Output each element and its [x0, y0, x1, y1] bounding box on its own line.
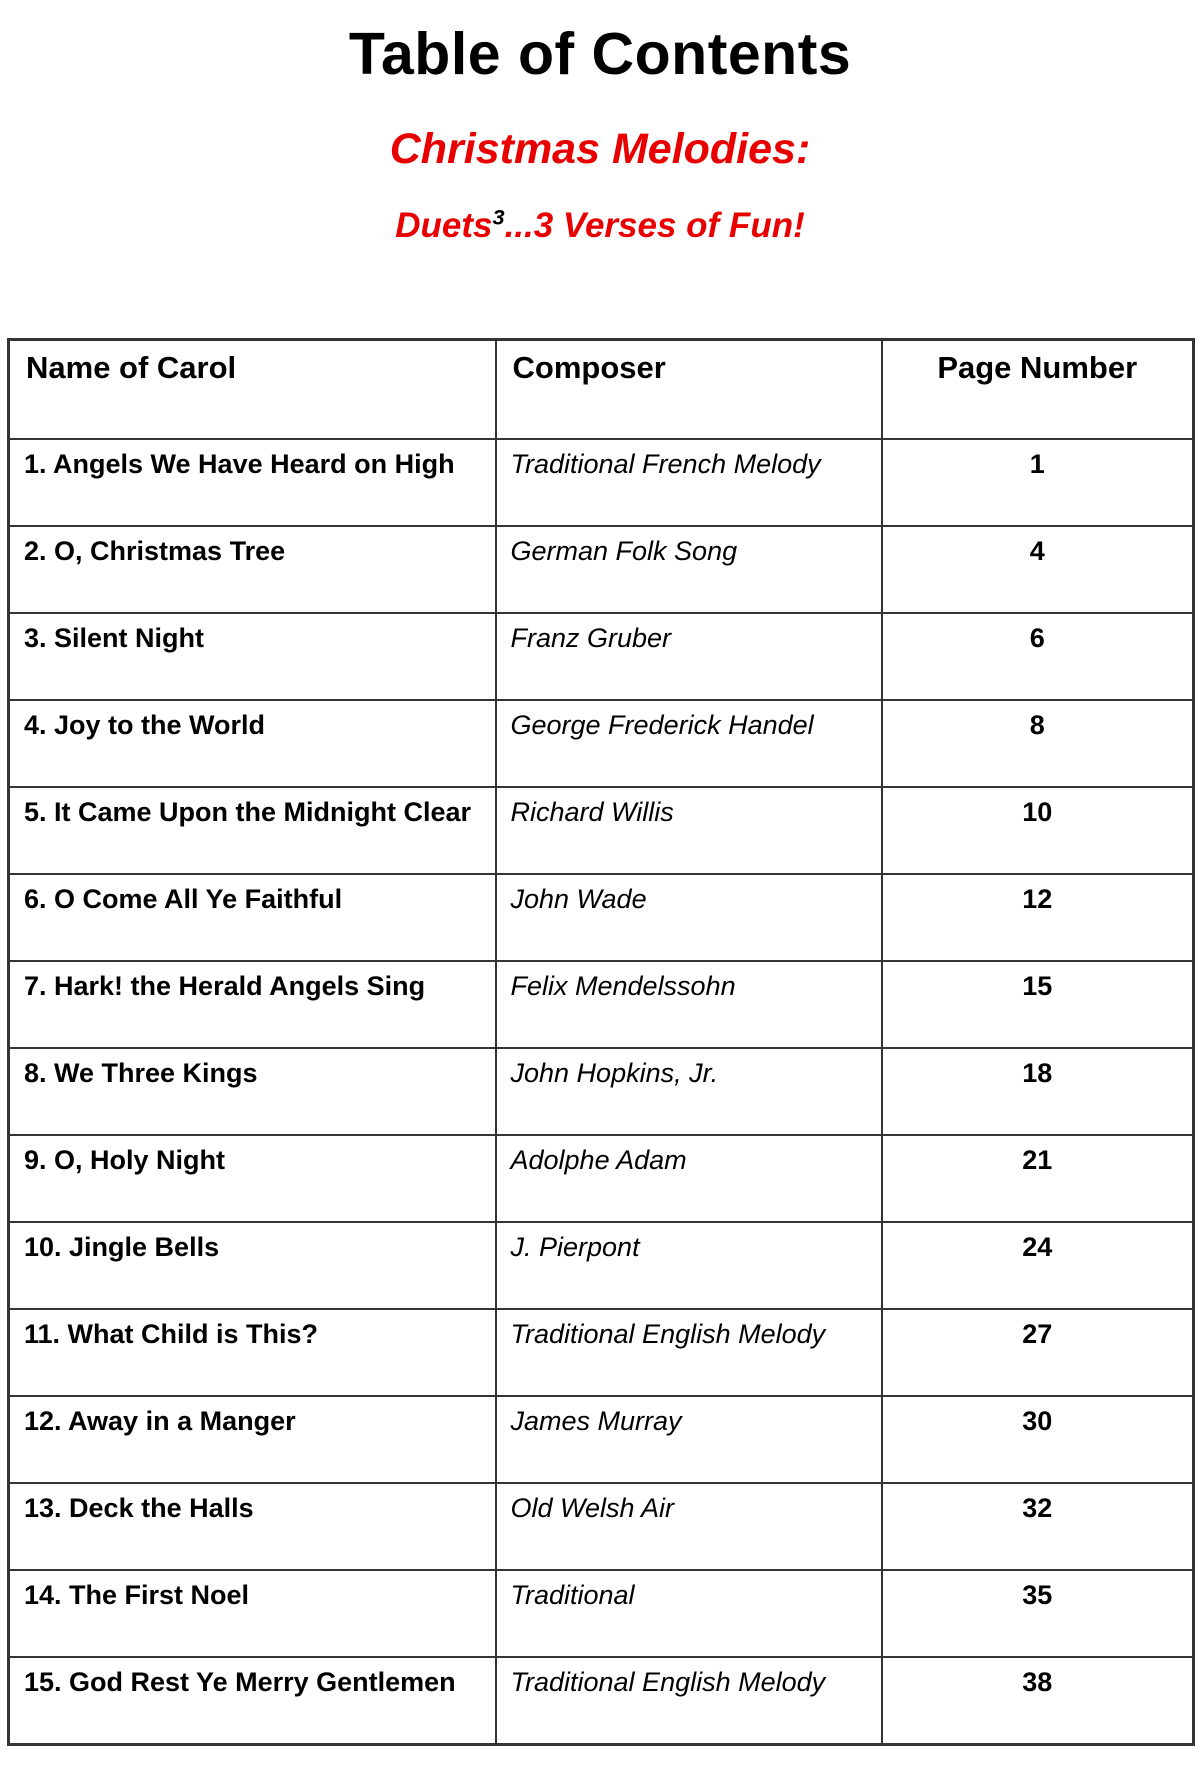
- tagline-prefix: Duets: [395, 206, 493, 246]
- carol-name-cell: 1. Angels We Have Heard on High: [9, 439, 496, 526]
- composer-cell: George Frederick Handel: [496, 700, 882, 787]
- column-header-page-number: Page Number: [882, 339, 1194, 439]
- carol-name-cell: 15. God Rest Ye Merry Gentlemen: [9, 1657, 496, 1744]
- page-number-cell: 18: [882, 1048, 1194, 1135]
- carol-name-cell: 10. Jingle Bells: [9, 1222, 496, 1309]
- page-number-cell: 1: [882, 439, 1194, 526]
- column-header-name-of-carol: Name of Carol: [9, 339, 496, 439]
- page-number-cell: 30: [882, 1396, 1194, 1483]
- carol-name-cell: 14. The First Noel: [9, 1570, 496, 1657]
- carol-name-cell: 6. O Come All Ye Faithful: [9, 874, 496, 961]
- carol-name-cell: 12. Away in a Manger: [9, 1396, 496, 1483]
- composer-cell: John Hopkins, Jr.: [496, 1048, 882, 1135]
- table-row: [9, 961, 1194, 1048]
- collection-tagline: [0, 206, 1200, 246]
- column-header-composer: Composer: [496, 339, 882, 439]
- page-number-cell: 21: [882, 1135, 1194, 1222]
- page-number-cell: 32: [882, 1483, 1194, 1570]
- table-row: [9, 1657, 1194, 1744]
- page-number-cell: 27: [882, 1309, 1194, 1396]
- composer-cell: Traditional English Melody: [496, 1657, 882, 1744]
- composer-cell: Traditional French Melody: [496, 439, 882, 526]
- table-header-row: [9, 339, 1194, 439]
- composer-cell: Franz Gruber: [496, 613, 882, 700]
- composer-cell: John Wade: [496, 874, 882, 961]
- page-number-cell: 8: [882, 700, 1194, 787]
- composer-cell: Adolphe Adam: [496, 1135, 882, 1222]
- table-row: [9, 1483, 1194, 1570]
- page-number-cell: 35: [882, 1570, 1194, 1657]
- table-row: [9, 700, 1194, 787]
- carol-name-cell: 11. What Child is This?: [9, 1309, 496, 1396]
- carol-name-cell: 9. O, Holy Night: [9, 1135, 496, 1222]
- composer-cell: Richard Willis: [496, 787, 882, 874]
- page-number-cell: 15: [882, 961, 1194, 1048]
- page-number-cell: 38: [882, 1657, 1194, 1744]
- composer-cell: German Folk Song: [496, 526, 882, 613]
- page-number-cell: 24: [882, 1222, 1194, 1309]
- table-row: [9, 1396, 1194, 1483]
- page-number-cell: 10: [882, 787, 1194, 874]
- carol-name-cell: 13. Deck the Halls: [9, 1483, 496, 1570]
- carol-name-cell: 8. We Three Kings: [9, 1048, 496, 1135]
- table-row: [9, 1048, 1194, 1135]
- composer-cell: James Murray: [496, 1396, 882, 1483]
- table-row: [9, 1570, 1194, 1657]
- carol-name-cell: 7. Hark! the Herald Angels Sing: [9, 961, 496, 1048]
- tagline-suffix: ...3 Verses of Fun!: [504, 206, 805, 246]
- table-row: [9, 439, 1194, 526]
- table-row: [9, 1222, 1194, 1309]
- composer-cell: J. Pierpont: [496, 1222, 882, 1309]
- table-row: [9, 787, 1194, 874]
- table-row: [9, 1309, 1194, 1396]
- composer-cell: Felix Mendelssohn: [496, 961, 882, 1048]
- composer-cell: Old Welsh Air: [496, 1483, 882, 1570]
- composer-cell: Traditional: [496, 1570, 882, 1657]
- page-title: Table of Contents: [348, 21, 852, 87]
- table-row: [9, 874, 1194, 961]
- carol-name-cell: 2. O, Christmas Tree: [9, 526, 496, 613]
- carol-name-cell: 5. It Came Upon the Midnight Clear: [9, 787, 496, 874]
- contents-table: [7, 338, 1195, 1746]
- page-number-cell: 4: [882, 526, 1194, 613]
- table-row: [9, 526, 1194, 613]
- table-row: [9, 1135, 1194, 1222]
- composer-cell: Traditional English Melody: [496, 1309, 882, 1396]
- page-number-cell: 6: [882, 613, 1194, 700]
- tagline-superscript: 3: [492, 204, 505, 230]
- carol-name-cell: 4. Joy to the World: [9, 700, 496, 787]
- collection-title: Christmas Melodies:: [389, 124, 811, 173]
- page-number-cell: 12: [882, 874, 1194, 961]
- document-page: [0, 22, 1200, 1789]
- carol-name-cell: 3. Silent Night: [9, 613, 496, 700]
- table-row: [9, 613, 1194, 700]
